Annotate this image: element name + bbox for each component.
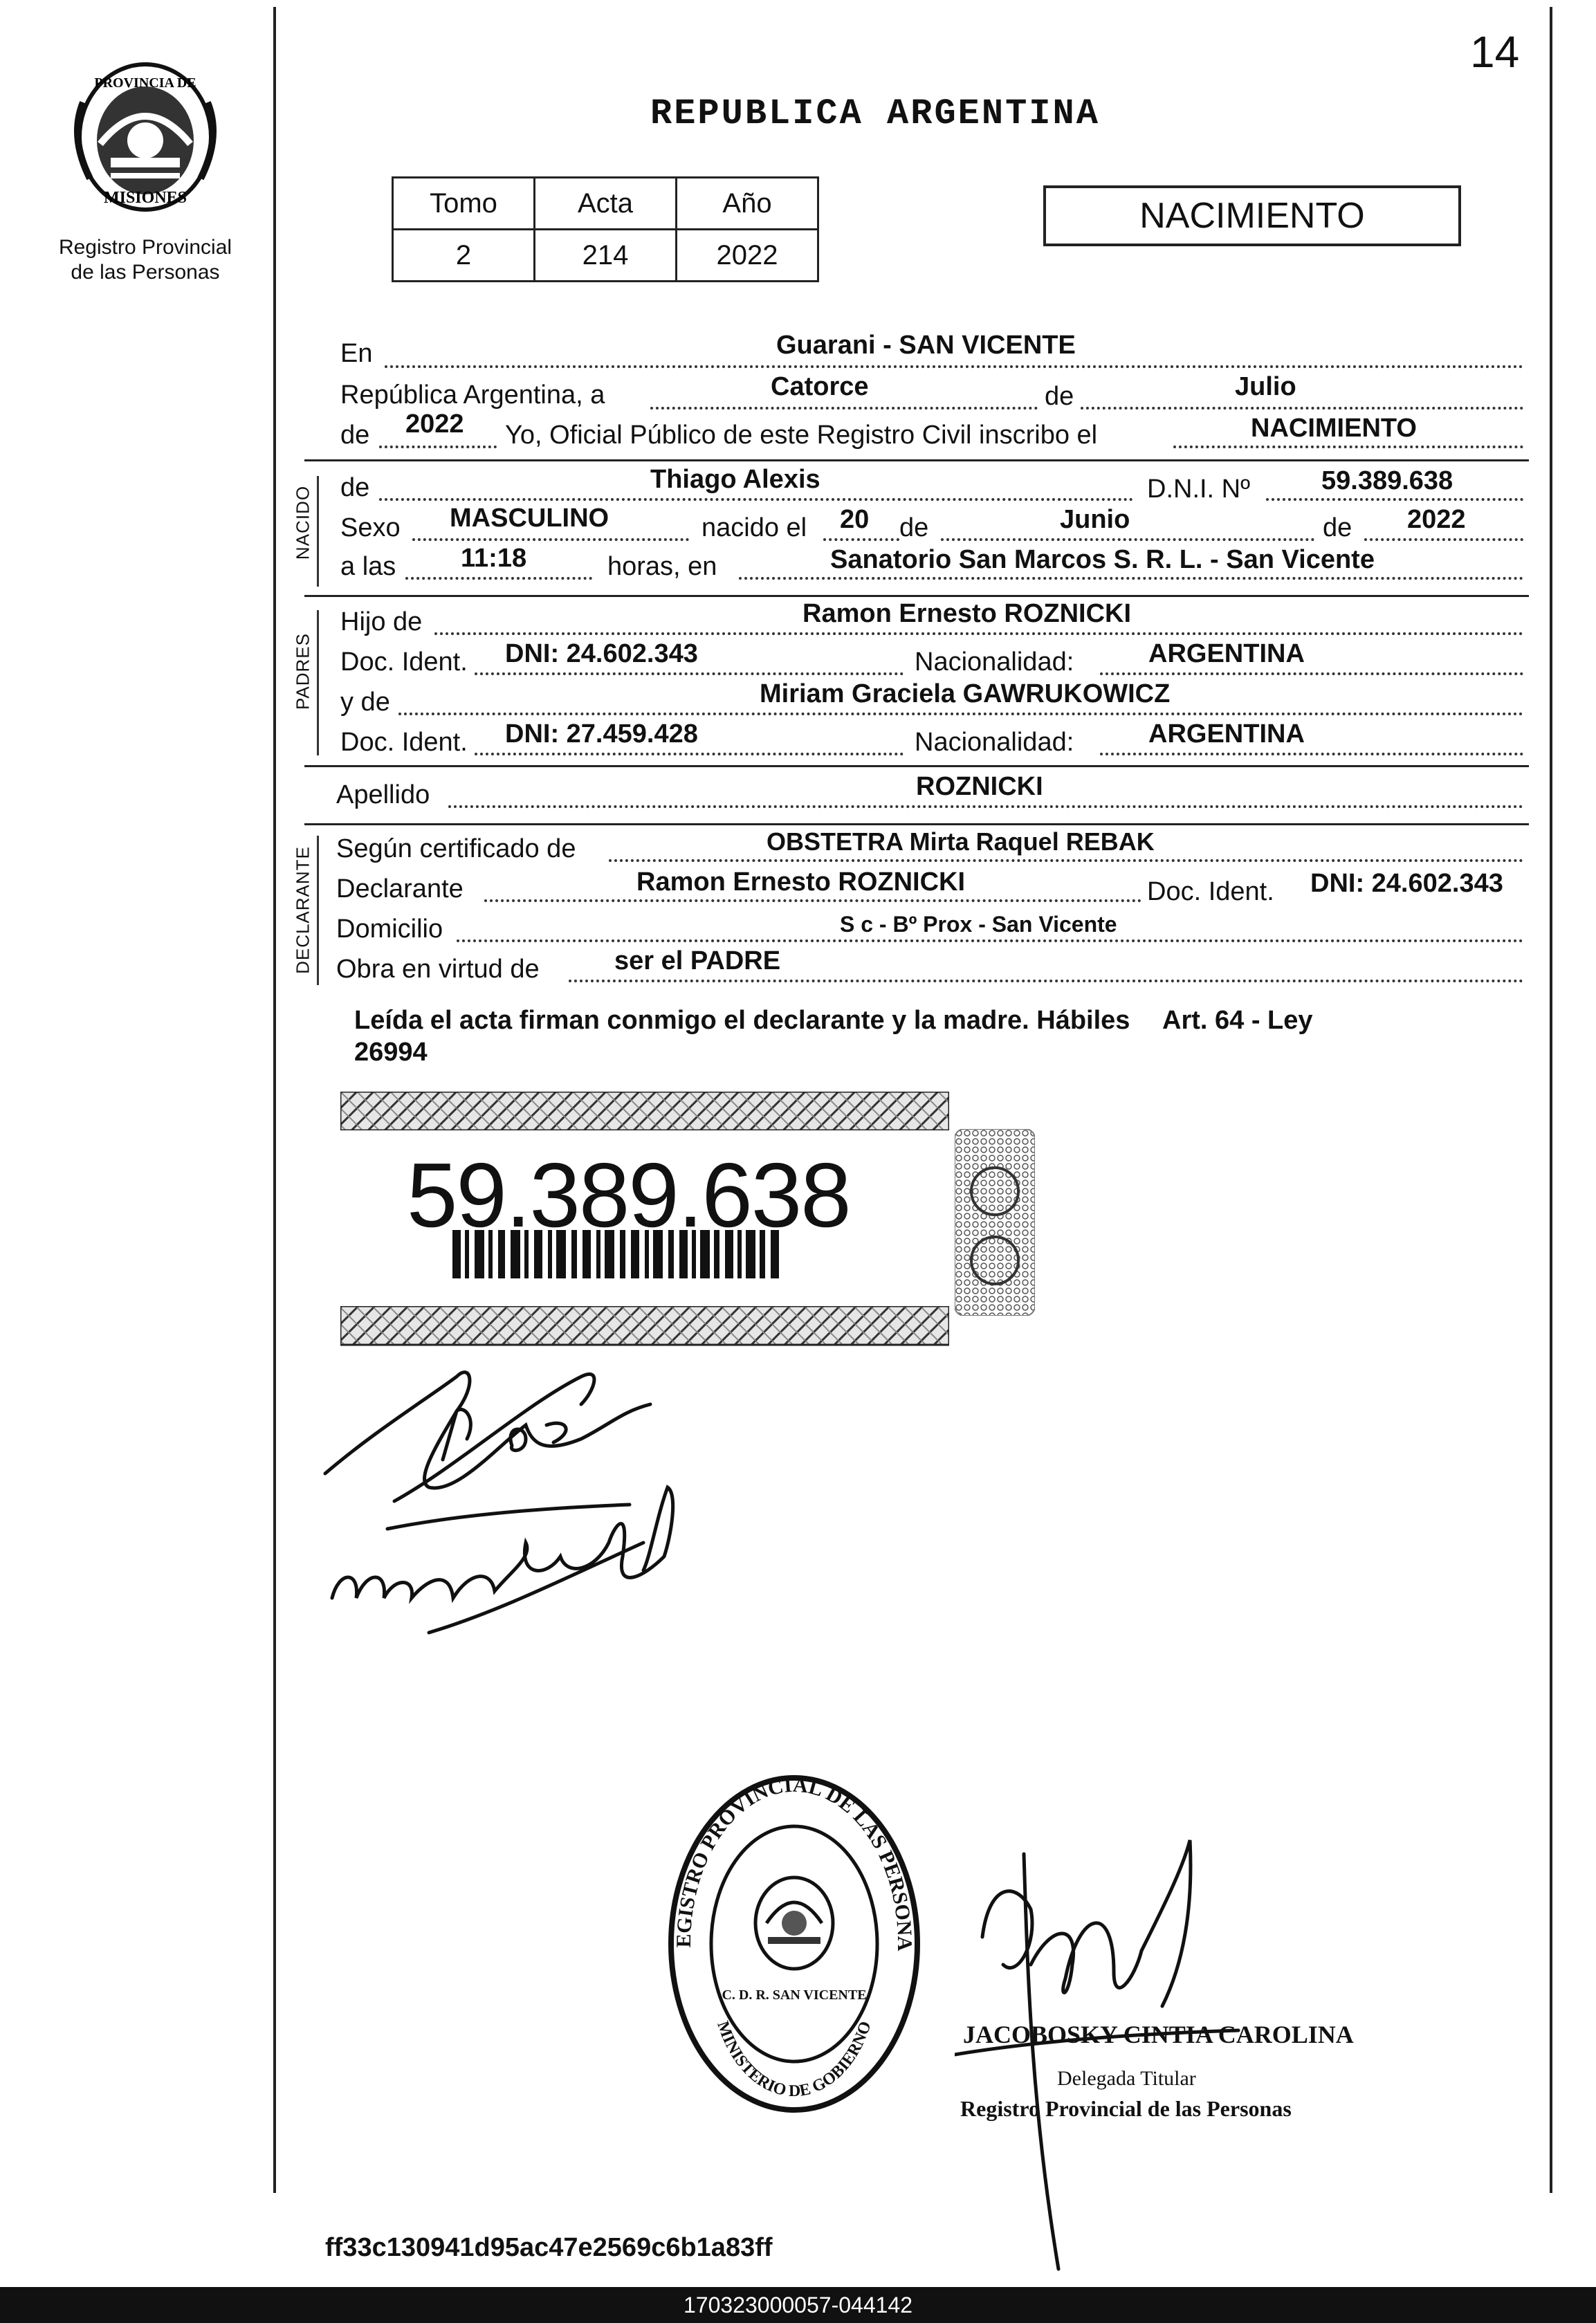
mother-nat-value: ARGENTINA (1148, 719, 1305, 749)
seal-emblem-icon (755, 1877, 833, 1969)
document-hash: ff33c130941d95ac47e2569c6b1a83ff (325, 2233, 773, 2262)
apellido-value: ROZNICKI (916, 772, 1043, 801)
name-dotline (379, 498, 1133, 501)
legal-text-art: Art. 64 - Ley (1162, 1006, 1313, 1035)
obra-dotline (569, 980, 1523, 982)
decl-label: Declarante (336, 874, 464, 903)
birth-day-value: 20 (840, 505, 870, 534)
record-table-header-row (393, 178, 818, 230)
a-las-label: a las (340, 552, 396, 581)
dom-dotline (457, 939, 1523, 942)
legal-text-line1: Leída el acta firman conmigo el declarante y la madre. Hábiles (354, 1006, 1130, 1035)
act-value: NACIMIENTO (1251, 414, 1417, 443)
sexo-value: MASCULINO (450, 504, 609, 533)
official-signature (955, 1826, 1245, 2283)
record-table-value-row (393, 230, 818, 282)
year-dotline (379, 446, 497, 448)
place-value: Guarani - SAN VICENTE (776, 331, 1076, 360)
nacido-de-label: de (340, 473, 370, 502)
official-seal (663, 1771, 926, 2117)
sexo-dotline (412, 538, 689, 541)
left-margin-rule (273, 7, 276, 2193)
cert-dotline (609, 859, 1523, 862)
father-nat-label: Nacionalidad: (915, 648, 1074, 677)
act-dotline (1173, 446, 1523, 448)
birth-de2-label: de (1323, 513, 1352, 542)
father-nat-value: ARGENTINA (1148, 639, 1305, 668)
cert-value: OBSTETRA Mirta Raquel REBAK (767, 827, 1155, 856)
seal-ring-bottom-text: MINISTERIO DE GOBIERNO (713, 2019, 875, 2101)
record-value-acta: 214 (535, 230, 677, 282)
section-label-nacido: NACIDO (292, 485, 313, 560)
right-margin-rule (1550, 7, 1552, 2193)
dom-value: S c - Bº Prox - San Vicente (840, 912, 1117, 937)
footer-bar (0, 2287, 1596, 2323)
child-name-value: Thiago Alexis (650, 465, 820, 494)
dom-label: Domicilio (336, 915, 443, 944)
dni-dotline (1266, 498, 1523, 501)
section-divider-nacido (304, 459, 1529, 461)
section-label-padres: PADRES (292, 633, 313, 710)
hijo-de-label: Hijo de (340, 607, 423, 636)
decl-doc-value: DNI: 24.602.343 (1310, 869, 1503, 898)
father-name-value: Ramon Ernesto ROZNICKI (802, 599, 1132, 628)
decl-value: Ramon Ernesto ROZNICKI (636, 867, 966, 897)
decl-dotline (484, 899, 1141, 902)
father-dotline (434, 632, 1523, 635)
section-divider-padres (304, 595, 1529, 597)
birth-year-value: 2022 (1407, 505, 1466, 534)
legal-text (354, 1004, 1313, 1068)
section-label-declarante: DECLARANTE (292, 846, 313, 974)
official-signature-scribble (955, 1826, 1245, 2283)
svg-text:MISIONES: MISIONES (103, 189, 187, 207)
legal-text-line2: 26994 (354, 1038, 428, 1067)
official-stamp-name: JACOBOSKY CINTIA CAROLINA (963, 2021, 1354, 2048)
horas-label: horas, en (607, 552, 717, 581)
month-value: Julio (1235, 372, 1296, 401)
record-value-anio: 2022 (677, 230, 818, 282)
signature-scribble (318, 1349, 719, 1646)
mother-dotline (398, 713, 1523, 715)
nacido-el-label: nacido el (701, 513, 807, 542)
mother-doc-value: DNI: 27.459.428 (505, 719, 698, 749)
en-label: En (340, 339, 373, 368)
mother-doc-label: Doc. Ident. (340, 728, 468, 757)
sexo-label: Sexo (340, 513, 401, 542)
father-nat-dotline (1100, 672, 1523, 675)
birth-place-dotline (739, 577, 1523, 580)
en-dotline (385, 365, 1523, 368)
de-label: de (1045, 382, 1074, 411)
child-dni-value: 59.389.638 (1321, 466, 1453, 495)
decl-doc-label: Doc. Ident. (1147, 877, 1274, 906)
birth-de-label: de (899, 513, 929, 542)
birth-month-dotline (941, 538, 1314, 541)
province-logo (69, 61, 221, 213)
day-dotline (650, 407, 1038, 410)
declarante-bracket (317, 836, 319, 985)
republica-label: República Argentina, a (340, 380, 605, 410)
father-doc-dotline (475, 672, 904, 675)
svg-text:PROVINCIA DE: PROVINCIA DE (94, 75, 196, 91)
inscribo-text: Yo, Oficial Público de este Registro Civil inscribo el (505, 421, 1098, 450)
apellido-label: Apellido (336, 780, 430, 809)
hologram-icon (955, 1129, 1035, 1316)
dni-sticker-number: 59.389.638 (407, 1144, 850, 1246)
mother-name-value: Miriam Graciela GAWRUKOWICZ (760, 679, 1171, 708)
birth-time-value: 11:18 (461, 544, 527, 573)
mother-doc-dotline (475, 753, 904, 755)
logo-org-name (42, 235, 249, 285)
mother-nat-dotline (1100, 753, 1523, 755)
record-value-tomo: 2 (393, 230, 535, 282)
dni-sticker (340, 1092, 949, 1348)
section-divider-apellido (304, 765, 1529, 767)
year-value: 2022 (405, 410, 464, 439)
country-title: REPUBLICA ARGENTINA (650, 93, 1100, 134)
official-stamp-title: Delegada Titular (1057, 2067, 1196, 2090)
footer-id: 170323000057-044142 (684, 2293, 912, 2317)
declarant-signature (318, 1349, 719, 1646)
father-doc-value: DNI: 24.602.343 (505, 639, 698, 668)
province-shield-icon (69, 61, 221, 213)
logo-org-line1: Registro Provincial (58, 236, 232, 259)
de2-label: de (340, 421, 370, 450)
seal-ring-top-text: EGISTRO PROVINCIAL DE LAS PERSONA (672, 1773, 917, 1952)
logo-org-line2: de las Personas (71, 261, 220, 284)
birth-year-dotline (1364, 538, 1523, 541)
record-header-tomo: Tomo (393, 178, 535, 230)
obra-label: Obra en virtud de (336, 955, 540, 984)
record-type-box: NACIMIENTO (1043, 185, 1461, 246)
birth-month-value: Junio (1060, 505, 1130, 534)
cert-label: Según certificado de (336, 834, 576, 863)
page-number: 14 (1470, 27, 1520, 77)
hologram-sticker (955, 1129, 1035, 1316)
apellido-dotline (448, 805, 1523, 808)
day-words-value: Catorce (771, 372, 869, 401)
record-table (392, 176, 819, 282)
father-doc-label: Doc. Ident. (340, 648, 468, 677)
record-header-anio: Año (677, 178, 818, 230)
obra-value: ser el PADRE (614, 946, 781, 975)
birth-place-value: Sanatorio San Marcos S. R. L. - San Vicente (830, 545, 1375, 574)
birth-day-dotline (823, 538, 899, 541)
month-dotline (1081, 407, 1523, 410)
mother-nat-label: Nacionalidad: (915, 728, 1074, 757)
time-dotline (405, 577, 592, 580)
section-divider-declarante (304, 823, 1529, 825)
padres-bracket (317, 610, 319, 755)
official-stamp-org: Registro Provincial de las Personas (960, 2096, 1292, 2121)
nacido-bracket (317, 476, 319, 587)
official-seal-art (663, 1771, 926, 2117)
record-header-acta: Acta (535, 178, 677, 230)
dni-label: D.N.I. Nº (1147, 475, 1250, 504)
y-de-label: y de (340, 688, 390, 717)
seal-center-text: C. D. R. SAN VICENTE (722, 1987, 867, 2003)
